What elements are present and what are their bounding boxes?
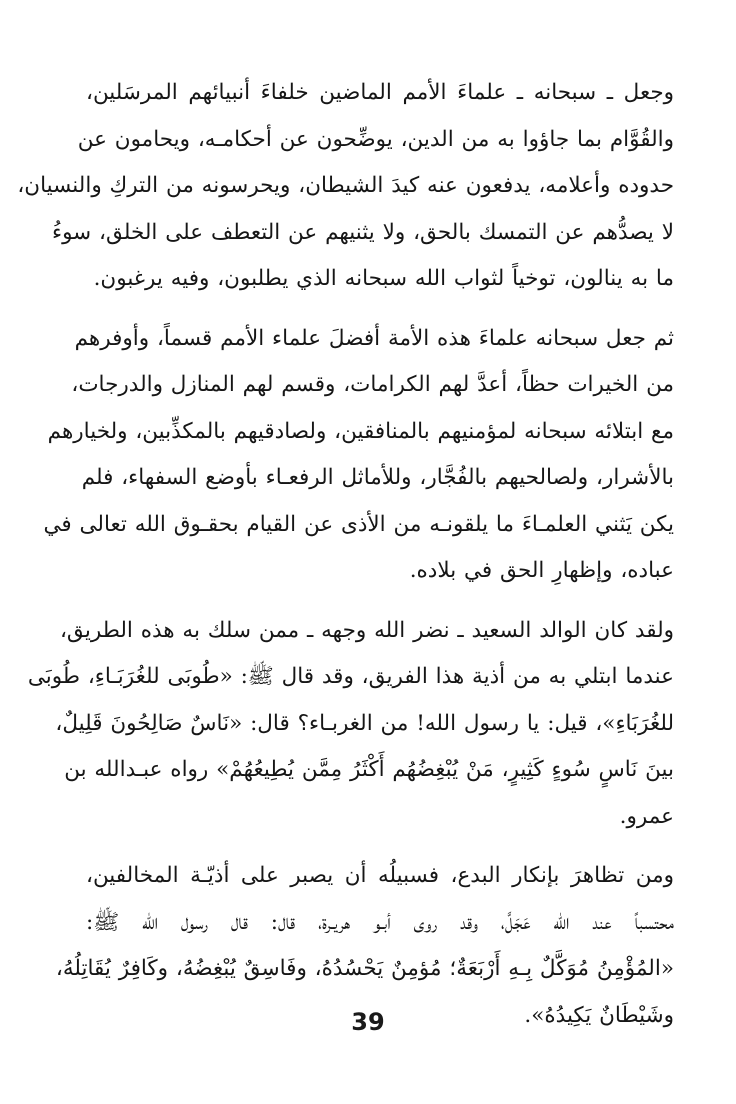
paragraph-2 [43, 316, 674, 595]
text-line: ولقد كان الوالد السعيد ـ نضر الله وجهه ـ ممن سلك به هذه الطريق، [59, 617, 674, 643]
text-line: ومن تظاهرَ بإنكار البدع، فسبيلُه أن يصبر على أذيّـة المخالفين، [86, 863, 674, 888]
text-line: لا يصدُّهم عن التمسك بالحق، ولا يثنيهم عن التعطف على الخلق، سوءُ [51, 219, 674, 245]
text-line: وجعل ـ سبحانه ـ علماءَ الأمم الماضين خلفاءَ أنبيائهم المرسَلين، [86, 80, 674, 105]
page-number: 39 [351, 1008, 385, 1036]
text-line: والقُوَّام بما جاؤوا به من الدين، يوضِّحون عن أحكامـه، ويحامون عن [77, 126, 674, 152]
text-line: من الخيرات حظاً، أعدَّ لهم الكرامات، وقسم لهم المنازل والدرجات، [71, 372, 674, 397]
text-line: عندما ابتلي به من أذية هذا الفريق، وقد قال ﷺ: «طُوبَى للغُرَبَـاءِ، طُوبَى [27, 664, 674, 689]
text-line: «المُؤْمِنُ مُوَكَّلٌ بِـهِ أَرْبَعَةٌ؛ مُؤمِنٌ يَحْسُدُهُ، وفَاسِقٌ يُبْغِضُهُ، وكَافِرٌ يُقَاتِلُهُ، [55, 956, 674, 981]
text-line: حدوده وأعلامه، يدفعون عنه كيدَ الشيطان، ويحرسونه من التركِ والنسيان، [17, 173, 674, 198]
text-line: ثم جعل سبحانه علماءَ هذه الأمة أفضلَ علماء الأمم قسماً، وأوفرهم [74, 325, 674, 351]
text-line: مع ابتلائه سبحانه لمؤمنيهم بالمنافقين، ولصادقيهم بالمكذِّبين، ولخيارهم [47, 418, 674, 444]
text-line: يكن يَثني العلمـاءَ ما يلقونـه من الأذى عن القيام بحقـوق الله تعالى في [43, 511, 674, 537]
text-line: وشَيْطَانٌ يَكِيدُهُ». [524, 1002, 674, 1028]
text-line: عمرو. [619, 803, 674, 829]
text-line: محتسباً عند الله عَجَلَّ، وقد روى أبـو هريـرة، قال: قال رسول الله ﷺ: [86, 909, 674, 935]
text-line: ما به ينالون، توخياً لثواب الله سبحانه الذي يطلبون، وفيه يرغبون. [93, 266, 674, 291]
text-line: بالأشرار، ولصالحيهم بالفُجَّار، وللأماثل الرفعـاء بأوضع السفهاء، فلم [81, 465, 674, 490]
paragraph-1 [17, 70, 674, 303]
paragraph-3 [27, 608, 674, 841]
text-line: عباده، وإظهارِ الحق في بلاده. [409, 558, 674, 583]
text-line: للغُرَبَاءِ»، قيل: يا رسول الله! من الغربـاء؟ قال: «نَاسٌ صَالِحُونَ قَلِيلٌ، [55, 710, 674, 736]
text-line: بينَ نَاسٍ سُوءٍ كَثِيرٍ، مَنْ يُبْغِضُهُم أَكْثَرُ مِمَّن يُطِيعُهُمْ» رواه عبـدالله بن [64, 757, 674, 782]
